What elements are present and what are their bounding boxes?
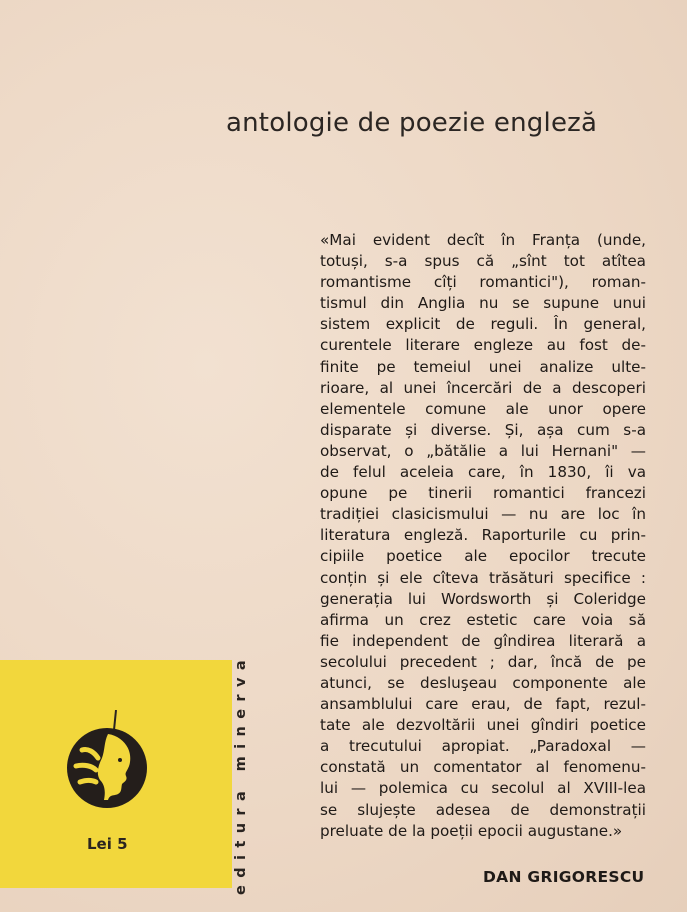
blurb-line: finite pe temeiul unei analize ulte-	[320, 357, 646, 376]
blurb-line: constată un comentator al fenomenu-	[320, 758, 646, 777]
blurb-line: tradiției clasicismului — nu are loc în	[320, 505, 646, 524]
blurb-line: fie independent de gîndirea literară a	[320, 631, 646, 650]
blurb-line: cipiile poetice ale epocilor trecute	[320, 547, 646, 566]
blurb-line: disparate și diverse. Și, așa cum s-a	[320, 420, 646, 439]
book-title: antologie de poezie engleză	[226, 108, 598, 138]
blurb-line: a trecutului apropiat. „Paradoxal —	[320, 737, 646, 756]
blurb-line: observat, o „bătălie a lui Hernani" —	[320, 441, 646, 460]
price-label: Lei 5	[87, 835, 128, 853]
blurb-line: romantisme cîți romantici"), roman-	[320, 273, 646, 292]
publisher-name-text: editura minerva	[233, 652, 249, 896]
blurb-line: preluate de la poeții epocii augustane.»	[320, 821, 623, 840]
blurb-line: generația lui Wordsworth și Coleridge	[320, 589, 646, 608]
blurb-line: se slujește adesea de demonstrații	[320, 800, 646, 819]
blurb-line: rioare, al unei încercări de a descoperi	[320, 378, 646, 397]
blurb-line: curentele literare engleze au fost de-	[320, 336, 646, 355]
blurb-line: sistem explicit de reguli. În general,	[320, 315, 646, 334]
blurb-author: DAN GRIGORESCU	[483, 868, 645, 886]
blurb-line: ansamblului care erau, de fapt, rezul-	[320, 695, 646, 714]
blurb-line: elementele comune ale unor opere	[320, 399, 646, 418]
blurb-line: totuși, s-a spus că „sînt tot atîtea	[320, 252, 646, 271]
blurb-line: opune pe tinerii romantici francezi	[320, 484, 646, 503]
blurb-line: de felul aceleia care, în 1830, îi va	[320, 463, 646, 482]
blurb-line: atunci, se desluşeau componente ale	[320, 673, 646, 692]
blurb-line: «Mai evident decît în Franța (unde,	[320, 231, 646, 249]
blurb-line: afirma un crez estetic care voia să	[320, 610, 646, 629]
blurb-line: tismul din Anglia nu se supune unui	[320, 294, 646, 313]
blurb-line: conțin și ele cîteva trăsături specifice :	[320, 568, 646, 587]
blurb-line: lui — polemica cu secolul al XVIII-lea	[320, 779, 646, 798]
blurb-line: tate ale dezvoltării unei gîndiri poetice	[320, 716, 646, 735]
minerva-logo-icon	[64, 710, 154, 810]
publisher-name	[226, 652, 256, 896]
blurb-text	[320, 230, 646, 842]
blurb-line: literatura engleză. Raporturile cu prin-	[320, 526, 646, 545]
blurb-line: secolului precedent ; dar, încă de pe	[320, 652, 646, 671]
